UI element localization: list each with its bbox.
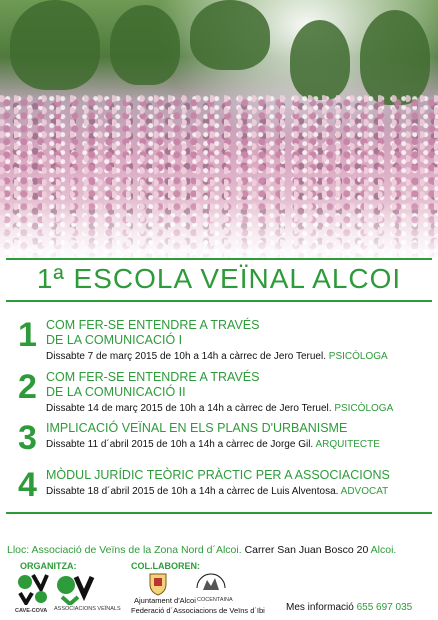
items-rule-bottom <box>6 512 432 514</box>
associacions-caption: ASSOCIACIONS VEÏNALS <box>54 606 121 612</box>
associacions-logo <box>56 573 100 610</box>
location-street: Carrer San Juan Bosco 20 <box>244 544 369 556</box>
ajuntament-caption: Ajuntament d'Alcoi <box>134 596 196 605</box>
session-number: 3 <box>18 419 37 457</box>
location-city: Alcoi. <box>370 544 397 556</box>
session-title: COM FER-SE ENTENDRE A TRAVÉS DE LA COMUNICACIÓ I <box>46 318 260 347</box>
cave-cova-logo <box>17 573 51 610</box>
session-detail: Dissabte 7 de març 2015 de 10h a 14h a càrrec de Jero Teruel. PSICÒLOGA <box>46 351 388 362</box>
collaboren-label: COL.LABOREN: <box>131 561 200 571</box>
phone-number[interactable]: 655 697 035 <box>356 602 413 613</box>
federacio-caption: Federació d´Associacions de Veïns d´Ibi <box>131 606 265 615</box>
session-detail: Dissabte 18 d´abril 2015 de 10h a 14h a càrrec de Luis Alventosa. ADVOCAT <box>46 486 389 497</box>
speaker-role: PSICÒLOGA <box>334 403 394 414</box>
location-line: Lloc: Associació de Veïns de la Zona Nord d´Alcoi. Carrer San Juan Bosco 20 Alcoi. <box>7 544 397 556</box>
organitza-label: ORGANITZA: <box>20 561 77 571</box>
cave-cova-caption: CAVE-COVA <box>15 608 48 614</box>
speaker-role: PSICÒLOGA <box>328 351 388 362</box>
session-detail: Dissabte 14 de març 2015 de 10h a 14h a càrrec de Jero Teruel. PSICÒLOGA <box>46 403 394 414</box>
speaker-role: ADVOCAT <box>340 486 389 497</box>
session-title: COM FER-SE ENTENDRE A TRAVÉS DE LA COMUNICACIÓ II <box>46 370 260 399</box>
session-number: 1 <box>18 316 37 354</box>
session-title: MÒDUL JURÍDIC TEÒRIC PRÀCTIC PER A ASSOCIACIONS <box>46 468 390 482</box>
title-rule-bottom <box>6 300 432 302</box>
location-place: Associació de Veïns de la Zona Nord d´Alcoi. <box>31 544 242 556</box>
crowd-photo <box>0 0 438 258</box>
page-title: 1ª ESCOLA VEÏNAL ALCOI <box>36 263 402 294</box>
session-detail: Dissabte 11 d´abril 2015 de 10h a 14h a càrrec de Jorge Gil. ARQUITECTE <box>46 439 380 450</box>
session-number: 4 <box>18 466 37 504</box>
session-title: IMPLICACIÓ VEÏNAL EN ELS PLANS D'URBANISME <box>46 421 348 435</box>
more-info: Mes informació 655 697 035 <box>286 602 413 613</box>
cocentaina-caption: COCENTAINA <box>197 597 233 603</box>
speaker-role: ARQUITECTE <box>315 439 380 450</box>
session-number: 2 <box>18 368 37 406</box>
title-rule-top <box>6 258 432 260</box>
